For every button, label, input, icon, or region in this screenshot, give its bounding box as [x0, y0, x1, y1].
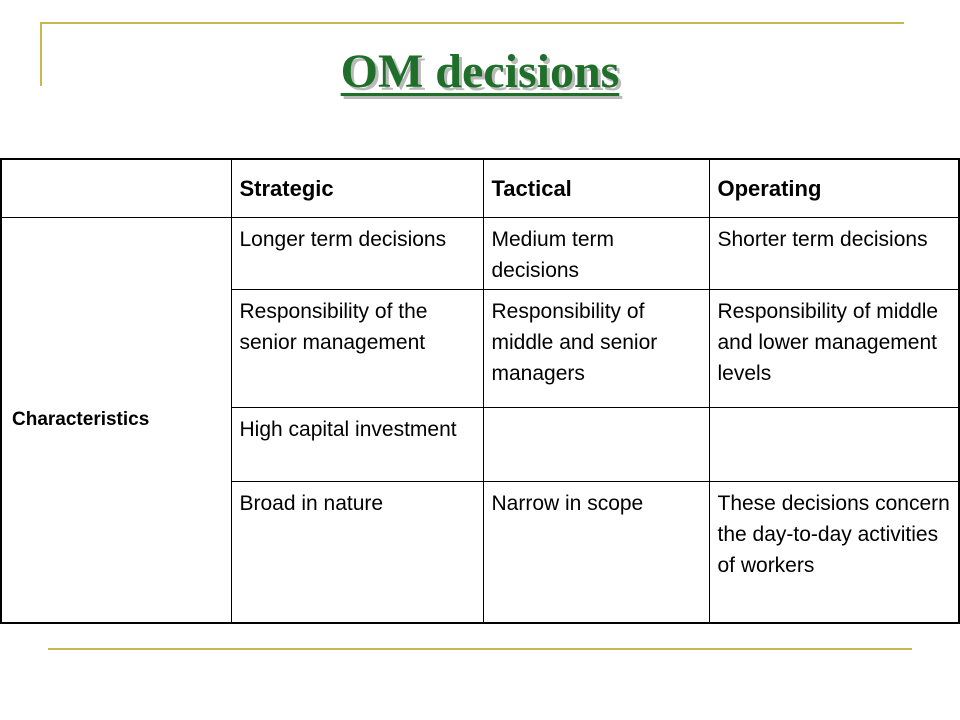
table-cell: Narrow in scope: [483, 481, 709, 623]
om-decisions-table: [0, 158, 960, 624]
bottom-decorative-line: [48, 648, 912, 650]
header-strategic: Strategic: [231, 159, 483, 217]
row-header-characteristics: Characteristics: [1, 217, 231, 623]
table-row: [1, 217, 959, 289]
table-cell: Medium term decisions: [483, 217, 709, 289]
top-decorative-line: [40, 22, 904, 24]
header-tactical: Tactical: [483, 159, 709, 217]
table-cell: [483, 407, 709, 481]
table-header-row: [1, 159, 959, 217]
table-cell: High capital investment: [231, 407, 483, 481]
table-corner-cell: [1, 159, 231, 217]
table-cell: These decisions concern the day-to-day activities of workers: [709, 481, 959, 623]
header-operating: Operating: [709, 159, 959, 217]
table-cell: Shorter term decisions: [709, 217, 959, 289]
table-cell: Responsibility of the senior management: [231, 289, 483, 407]
table-cell: Longer term decisions: [231, 217, 483, 289]
table-cell: Broad in nature: [231, 481, 483, 623]
table-cell: Responsibility of middle and lower management levels: [709, 289, 959, 407]
table-cell: Responsibility of middle and senior managers: [483, 289, 709, 407]
slide-title: OM decisions: [340, 45, 620, 98]
table-cell: [709, 407, 959, 481]
